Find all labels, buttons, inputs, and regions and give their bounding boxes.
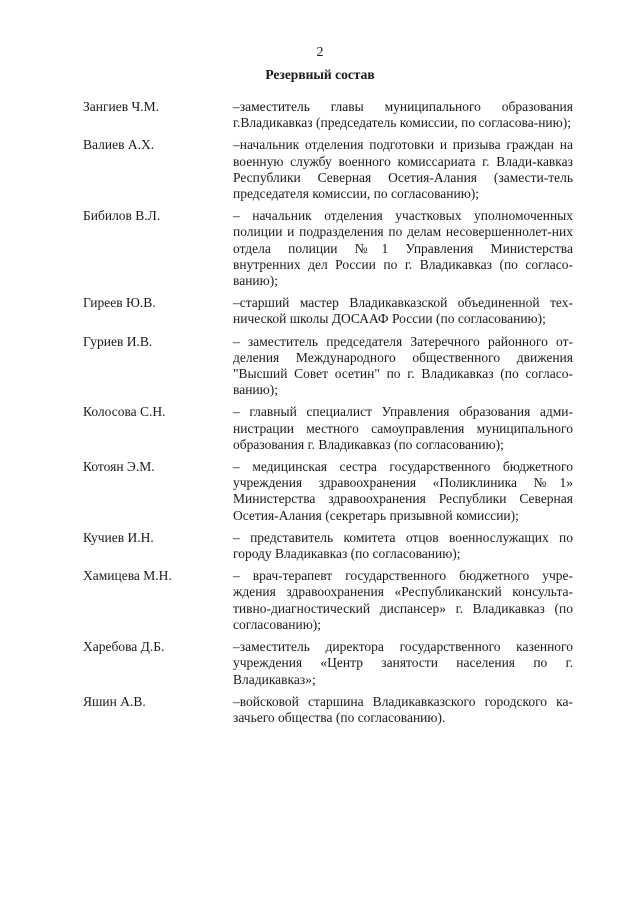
member-name: Котоян Э.М. — [83, 459, 155, 475]
member-role: –начальник отделения подготовки и призыва граждан на военную службу военного комиссариата г. Влади-кавказ Республики Северная Осетия-Алания (замести-тель председателя комиссии, по согласованию); — [233, 137, 573, 202]
member-row — [83, 208, 573, 289]
member-row — [83, 404, 573, 453]
member-row — [83, 568, 573, 633]
member-row — [83, 295, 573, 327]
member-role: –войсковой старшина Владикавказского городского ка-зачьего общества (по согласованию). — [233, 693, 573, 725]
member-name: Колосова С.Н. — [83, 404, 166, 420]
member-role: – главный специалист Управления образования адми-нистрации местного самоуправления муниципального образования г. Владикавказ (по согласованию); — [233, 404, 573, 452]
member-name: Гиреев Ю.В. — [83, 295, 156, 311]
page-number: 2 — [316, 45, 324, 60]
member-name: Хамицева М.Н. — [83, 568, 172, 584]
member-role: – врач-терапевт государственного бюджетного учре-ждения здравоохранения «Республиканский консульта-тивно-диагностический диспансер» г. Владикавказ (по согласованию); — [233, 568, 573, 632]
member-name: Гуриев И.В. — [83, 333, 153, 349]
member-row — [83, 694, 573, 726]
member-row — [83, 530, 573, 562]
member-name: Кучиев И.Н. — [83, 529, 154, 545]
member-row — [83, 639, 573, 688]
member-row — [83, 137, 573, 202]
member-list — [83, 99, 573, 732]
member-row — [83, 334, 573, 399]
member-role: –старший мастер Владикавказской объединенной тех-нической школы ДОСААФ России (по согласованию); — [233, 295, 573, 327]
member-name: Зангиев Ч.М. — [83, 99, 160, 114]
member-name: Харебова Д.Б. — [83, 639, 165, 655]
member-name: Бибилов В.Л. — [83, 208, 161, 224]
section-heading: Резервный состав — [265, 67, 375, 82]
member-role: – заместитель председателя Затеречного районного от-деления Международного общественного движения "Высший Совет осетин" по г. Владикавказ (по согласо-ванию); — [233, 333, 573, 398]
member-role: – медицинская сестра государственного бюджетного учреждения здравоохранения «Поликлиника №1» Министерства здравоохранения Республики Северная Осетия-Алания (секретарь призывной комиссии); — [233, 459, 573, 523]
member-name: Валиев А.Х. — [83, 137, 155, 153]
member-row — [83, 99, 573, 131]
member-role: – представитель комитета отцов военнослужащих по городу Владикавказ (по согласованию); — [233, 529, 573, 562]
member-role: –заместитель директора государственного казенного учреждения «Центр занятости населения по г. Владикавказ»; — [233, 639, 573, 687]
member-name: Яшин А.В. — [83, 693, 146, 709]
member-row — [83, 459, 573, 524]
member-role: – начальник отделения участковых уполномоченных полиции и подразделения по делам несовершеннолет-них отдела полиции №1 Управления Министерства внутренних дел России по г. Владикавказ (по согласо-ванию); — [233, 208, 573, 289]
member-role: –заместитель главы муниципального образования г.Владикавказ (председатель комиссии, по согласова-нию); — [233, 99, 573, 131]
